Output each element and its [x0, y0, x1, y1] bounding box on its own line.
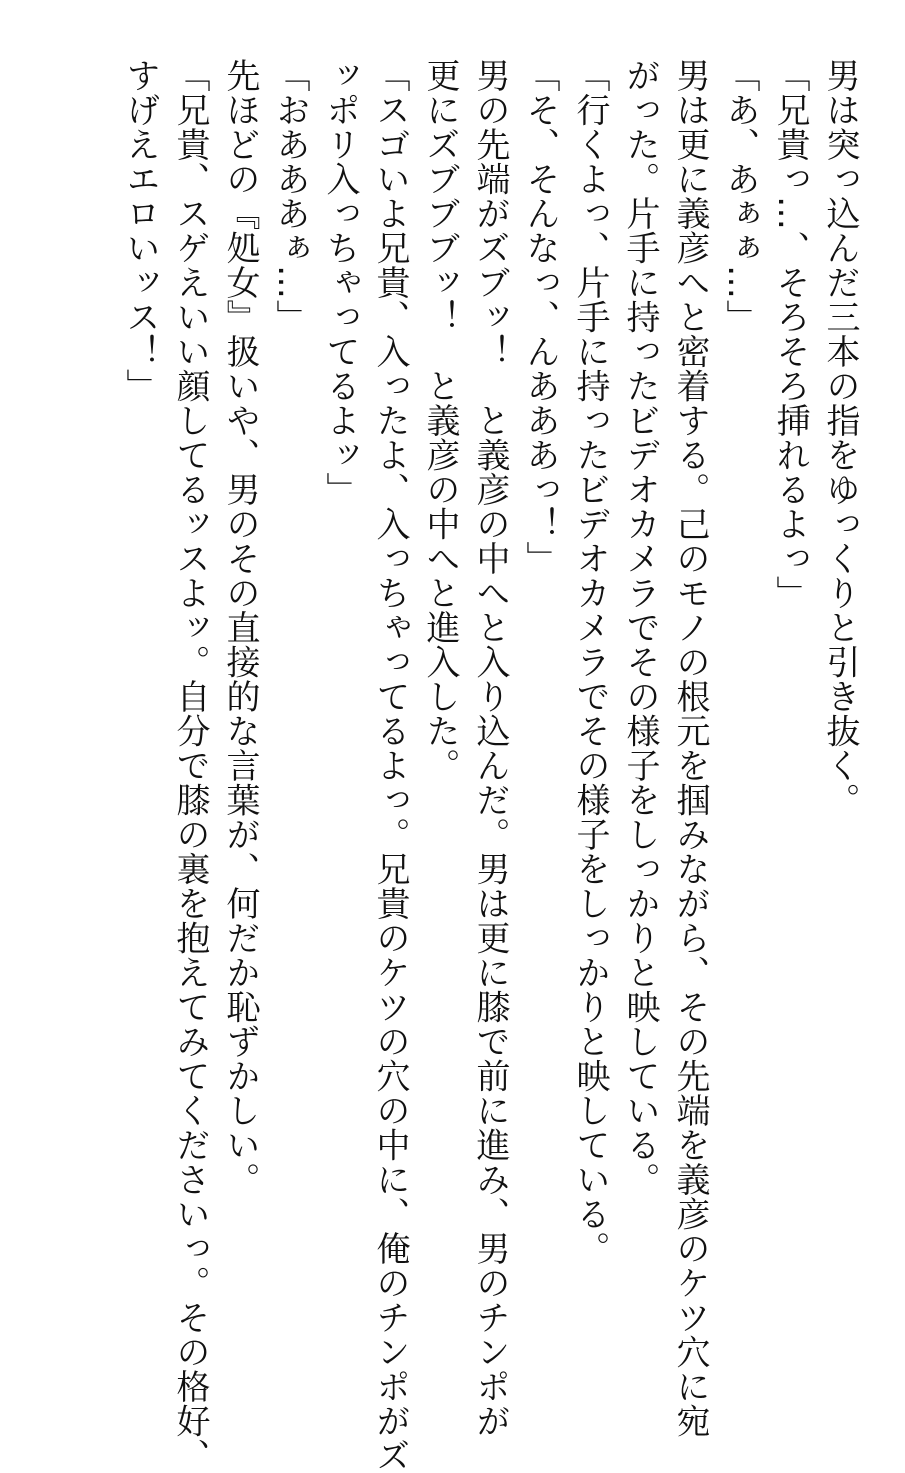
vertical-text-body: [115, 58, 865, 1473]
text-line-3: 「あ、あぁぁ…」: [720, 58, 760, 334]
text-line-7: 「そ、そんなっ、んあああっ！」: [520, 58, 560, 576]
text-line-15: すげえエロいッス！」: [120, 58, 160, 403]
text-line-5: がった。片手に持ったビデオカメラでその様子をしっかりと映している。: [620, 58, 660, 1197]
text-line-2: 「兄貴っ…、そろそろ挿れるよっ」: [770, 58, 810, 610]
text-line-6: 「行くよっ、片手に持ったビデオカメラでその様子をしっかりと映している。: [570, 58, 610, 1266]
text-line-4: 男は更に義彦へと密着する。己のモノの根元を掴みながら、その先端を義彦のケツ穴に宛: [670, 58, 710, 1438]
text-line-11: ッポリ入っちゃってるよッ」: [320, 58, 360, 507]
text-line-8: 男の先端がズブッ！ と義彦の中へと入り込んだ。男は更に膝で前に進み、男のチンポが: [470, 58, 510, 1438]
text-line-9: 更にズブブブッ！ と義彦の中へと進入した。: [420, 58, 460, 783]
text-line-12: 「おあああぁ…」: [270, 58, 310, 334]
text-line-14: 「兄貴、スゲえいい顔してるッスよッ。自分で膝の裏を抱えてみてくださいっ。その格好、: [170, 58, 210, 1473]
text-line-13: 先ほどの『処女』扱いや、男のその直接的な言葉が、何だか恥ずかしい。: [220, 58, 260, 1197]
text-line-1: 男は突っ込んだ三本の指をゆっくりと引き抜く。: [820, 58, 860, 817]
text-line-10: 「スゴいよ兄貴、入ったよ、入っちゃってるよっ。兄貴のケツの穴の中に、俺のチンポがズ: [370, 58, 410, 1473]
